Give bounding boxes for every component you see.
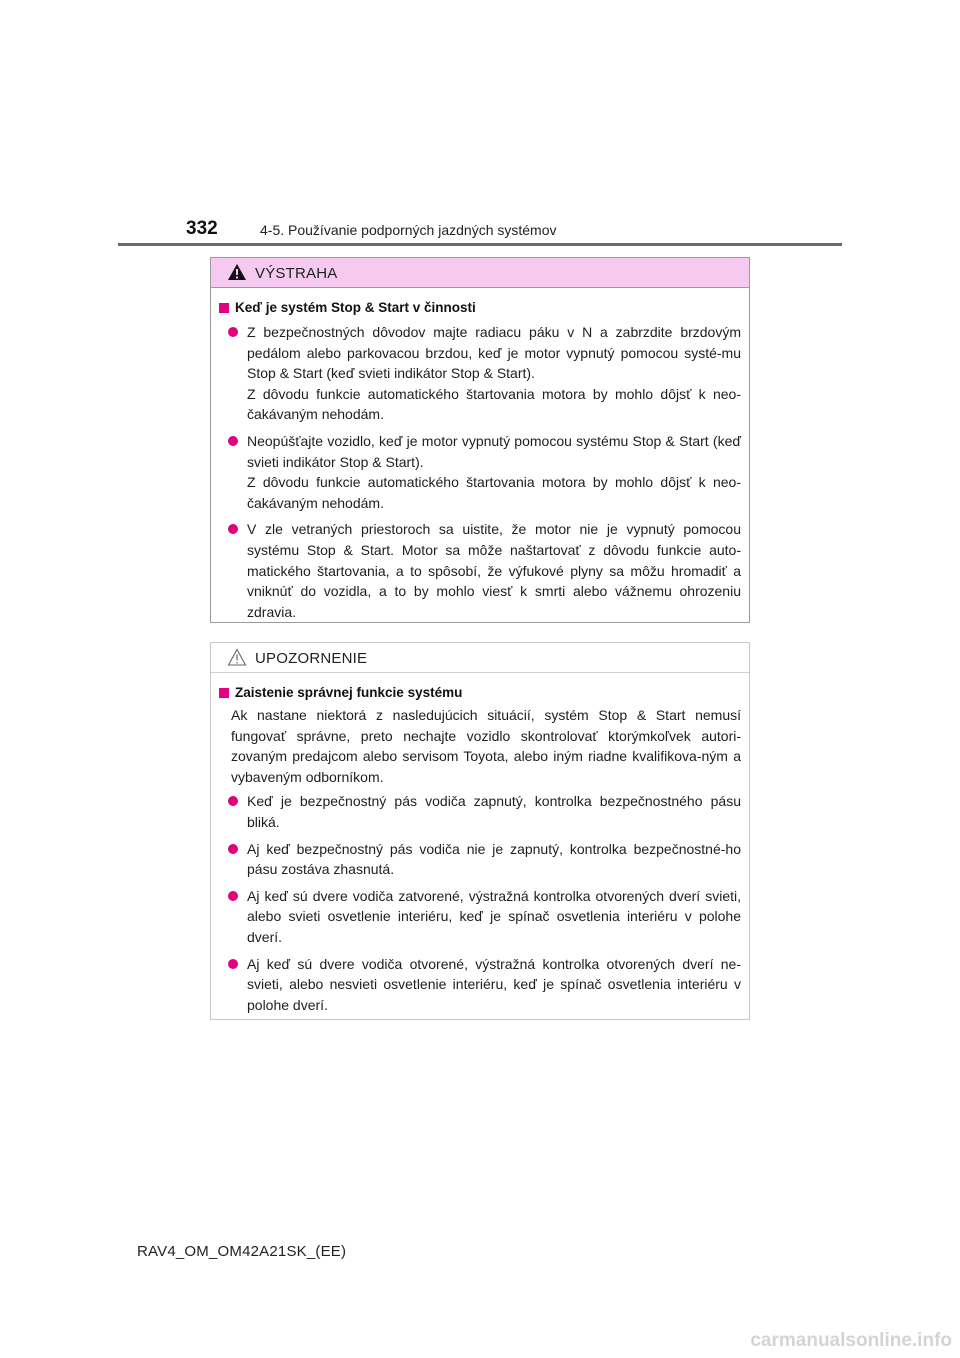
caution-subheading-text: Zaistenie správnej funkcie systému	[235, 685, 463, 700]
item-text: Z dôvodu funkcie automatického štartovania motora by mohlo dôjsť k neo-čakávaným nehodám.	[247, 474, 741, 511]
list-item	[219, 954, 741, 1016]
list-item	[219, 791, 741, 832]
caution-triangle-icon	[227, 648, 247, 666]
list-item	[219, 431, 741, 513]
bullet-dot-icon	[228, 844, 238, 854]
warning-box	[210, 257, 750, 623]
list-item	[219, 839, 741, 880]
bullet-dot-icon	[228, 327, 238, 337]
document-code: RAV4_OM_OM42A21SK_(EE)	[137, 1243, 347, 1260]
page-number: 332	[186, 218, 218, 239]
warning-header	[211, 258, 749, 288]
watermark[interactable]: carmanualsonline.info	[750, 1330, 952, 1351]
bullet-dot-icon	[228, 891, 238, 901]
caution-intro: Ak nastane niektorá z nasledujúcich situácií, systém Stop & Start nemusí fungovať správne, preto nechajte vozidlo skontrolovať ktorýmkoľvek autori-zovaným predajcom alebo servisom Toyota, alebo iným riadne kvalifikova-ným a vybaveným odborníkom.	[231, 707, 741, 785]
item-text: Keď je bezpečnostný pás vodiča zapnutý, kontrolka bezpečnostného pásu bliká.	[247, 793, 741, 830]
square-bullet-icon	[219, 688, 229, 698]
bullet-dot-icon	[228, 524, 238, 534]
warning-subheading	[219, 298, 741, 318]
item-text: Aj keď bezpečnostný pás vodiča nie je zapnutý, kontrolka bezpečnostné-ho pásu zostáva zhasnutá.	[247, 840, 741, 878]
caution-title: UPOZORNENIE	[255, 650, 368, 667]
list-item	[219, 322, 741, 425]
warning-subheading-text: Keď je systém Stop & Start v činnosti	[235, 300, 476, 315]
item-text: Neopúšťajte vozidlo, keď je motor vypnutý pomocou systému Stop & Start (keď svieti indikátor Stop & Start).	[247, 432, 741, 470]
warning-title: VÝSTRAHA	[255, 265, 338, 282]
list-item	[219, 519, 741, 622]
caution-subheading	[219, 683, 741, 703]
bullet-dot-icon	[228, 436, 238, 446]
warning-triangle-icon	[227, 263, 247, 281]
item-text: Z dôvodu funkcie automatického štartovania motora by mohlo dôjsť k neo-čakávaným nehodám.	[247, 385, 741, 423]
section-title: 4-5. Používanie podporných jazdných systémov	[260, 222, 557, 238]
bullet-dot-icon	[228, 959, 238, 969]
item-text: Z bezpečnostných dôvodov majte radiacu páku v N a zabrzdite brzdovým pedálom alebo parkovacou brzdou, keď je motor vypnutý pomocou systé-mu Stop & Start (keď svieti indikátor Stop & Start).	[247, 324, 741, 382]
square-bullet-icon	[219, 303, 229, 313]
caution-box	[210, 642, 750, 1020]
header-rule	[118, 243, 842, 246]
bullet-dot-icon	[228, 796, 238, 806]
item-text: Aj keď sú dvere vodiča zatvorené, výstražná kontrolka otvorených dverí svieti, alebo svieti osvetlenie interiéru, keď je spínač osvetlenia interiéru v polohe dverí.	[247, 887, 741, 945]
item-text: V zle vetraných priestoroch sa uistite, že motor nie je vypnutý pomocou systému Stop & Start. Motor sa môže naštartovať z dôvodu funkcie auto-matického štartovania, a to spôsobí, že výfukové plyny sa môžu hromadiť a vniknúť do vozidla, a to by mohlo viesť k smrti alebo vážnemu ohrozeniu zdravia.	[247, 521, 741, 620]
list-item	[219, 886, 741, 948]
caution-header	[211, 643, 749, 673]
item-text: Aj keď sú dvere vodiča otvorené, výstražná kontrolka otvorených dverí ne-svieti, alebo nesvieti osvetlenie interiéru, keď je spínač osvetlenia interiéru v polohe dverí.	[247, 955, 741, 1013]
